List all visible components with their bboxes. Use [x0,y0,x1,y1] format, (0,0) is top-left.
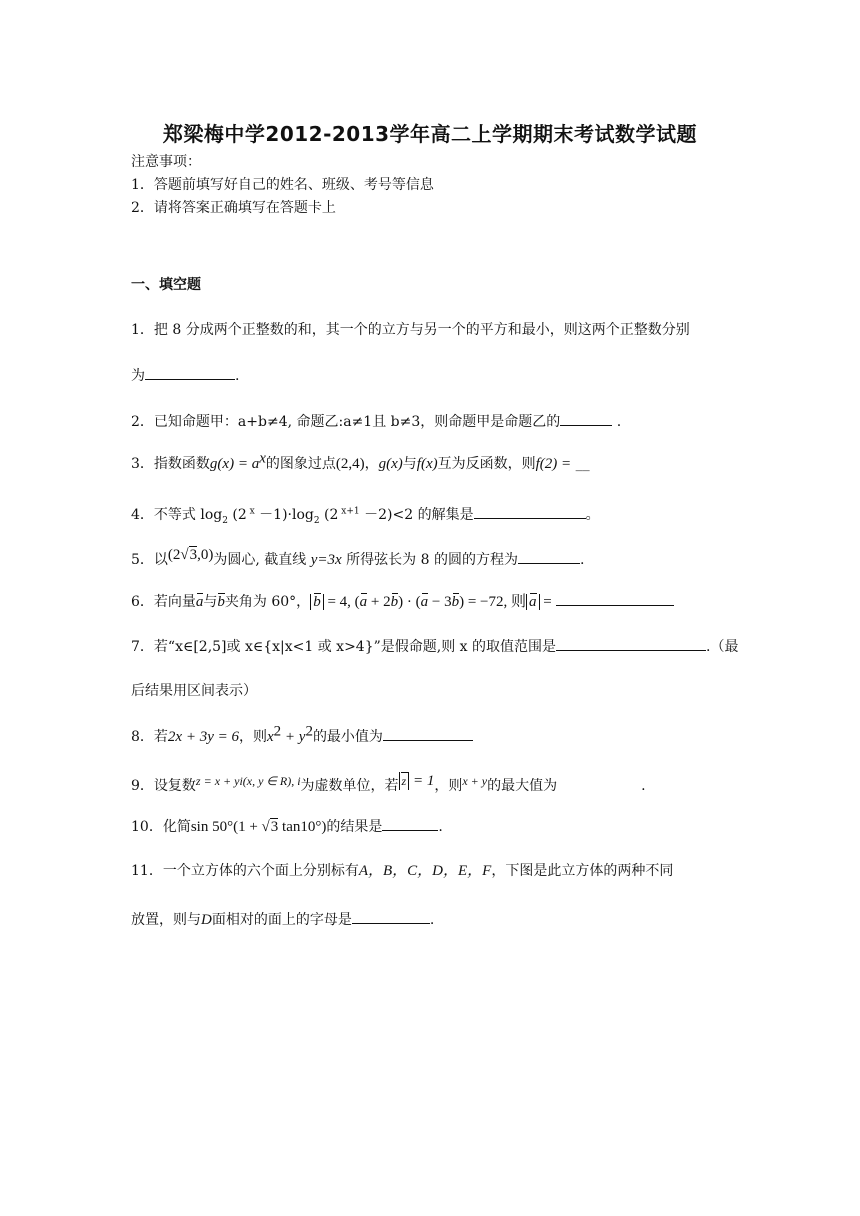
q9-eq: = 1 [409,773,435,789]
q8-text-b: ，则 [238,729,267,745]
q8-x: x [266,729,274,745]
q3-fx: f(x) [416,456,438,472]
q5-center-b: ,0) [197,547,214,563]
vector-b: b [217,594,225,610]
q3-function: g(x) = a [209,456,260,472]
answer-blank-6[interactable] [556,592,674,606]
q6-minus: − 3 [428,594,452,610]
q6-eq-c: = [539,594,552,610]
q9-modulus [399,774,435,788]
q10-sqrt-sign: √ [261,819,270,835]
q6-mult: ) · ( [398,594,421,610]
q6-abs-a-vec: a [529,594,537,610]
q6-abs-a [526,594,540,610]
q8-plus-y: + y [281,729,306,745]
q10-expr-a: sin 50°(1 + [190,819,262,835]
q3-f2: f(2) = [535,456,572,472]
q4-text-b: (2 [227,507,247,523]
q2-text-c: 1且 b [363,414,400,430]
answer-blank-10[interactable] [382,817,438,831]
q5-center-root: 3 [189,547,198,563]
q4-text-e: －2)<2 的解集是 [359,507,474,523]
note-item-1: 1．答题前填写好自己的姓名、班级、考号等信息 [131,177,434,193]
q7-text-a: 7．若“x∈[2,5]或 x∈{x|x<1 或 x>4}”是假命题,则 x 的取值范围是 [131,639,557,655]
q5-suffix: . [579,552,585,568]
q2-suffix: . [612,414,622,430]
q8-text-c: 的最小值为 [312,729,383,745]
question-11-line-1 [131,862,673,880]
q5-center-a: (2 [167,547,181,563]
question-9 [131,773,646,795]
q7-text-b: .（最 [706,639,739,655]
q3-text-b: 的图象过点 [265,456,336,472]
answer-blank-8[interactable] [383,727,473,741]
q2-text-a: 2．已知命题甲：a+b [131,414,267,430]
q10-text-b: 的结果是 [326,819,383,835]
question-5 [131,547,585,569]
section-heading: 一、填空题 [131,277,201,293]
question-7-line-1 [131,637,738,656]
notes-heading: 注意事项： [131,154,201,170]
q11-suffix: . [429,912,435,928]
q6-text-a: 6．若向量 [131,594,196,610]
q3-gx: g(x) [378,456,403,472]
q3-text-a: 3．指数函数 [131,456,210,472]
q4-text-a: 4．不等式 log [131,507,223,523]
q6-a-1: a [359,594,368,610]
q8-text-a: 8．若 [131,729,168,745]
q4-text-c: －1)·log [254,507,314,523]
q4-exp-2: x+1 [338,506,360,517]
q3-exponent: x [259,450,266,467]
q10-text-a: 10．化简 [131,819,191,835]
q10-suffix: . [438,819,443,835]
q5-text-b: 为圆心, 截直线 [213,552,311,568]
answer-blank-2[interactable] [560,412,612,426]
q2-text-d: 3，则命题甲是命题乙的 [411,414,561,430]
q6-eq-a: = 4, ( [323,594,360,610]
q5-text-a: 5．以 [131,552,168,568]
q2-text-b: 4, 命题乙:a [278,414,352,430]
question-3 [131,450,590,473]
q9-z-bar: z [399,772,410,790]
q10-expr-b: tan10°) [278,819,327,835]
q5-line-eq: y=3x [310,552,342,568]
question-8 [131,723,473,746]
sqrt-sign: √ [180,547,189,563]
q2-neq-1: ≠ [266,414,279,430]
q4-log-base-2: 2 [313,515,320,526]
q8-sup-a: 2 [273,723,282,740]
q6-text-b: 夹角为 60°， [224,594,311,610]
question-10 [131,817,443,836]
question-4 [131,505,600,524]
q6-a-2: a [420,594,429,610]
q10-root: 3 [270,819,279,835]
q3-text-c: 与 [402,456,417,472]
q1-suffix: . [235,368,240,384]
q9-complex: z = x + yi(x, y ∈ R), i [195,774,301,788]
answer-blank-5[interactable] [518,550,580,564]
note-item-2: 2．请将答案正确填写在答题卡上 [131,200,336,216]
q8-sup-b: 2 [305,723,313,740]
question-7-line-2: 后结果用区间表示） [131,683,257,699]
q5-center [168,547,213,563]
question-6 [131,592,674,611]
q3-text-d: 互为反函数，则 [437,456,536,472]
vector-a: a [195,594,204,610]
q6-b-1: b [390,594,399,610]
q9-text-d: 的最大值为 [487,778,558,794]
q8-condition: 2x + 3y = 6 [167,729,239,745]
q5-text-c: 所得弦长为 8 的圆的方程为 [341,552,518,568]
q2-neq-2: ≠ [351,414,364,430]
answer-blank-3[interactable]: __ [575,456,590,472]
question-11-line-2 [131,910,434,929]
page-title: 郑梁梅中学2012-2013学年高二上学期期末考试数学试题 [162,122,698,146]
q4-exp-1: x [246,506,255,517]
q6-and: 与 [203,594,218,610]
q3-point: (2,4) [335,456,365,472]
q6-eq-b: ) = −72, 则 [459,594,527,610]
q9-text-c: ，则 [434,778,463,794]
q6-plus: + 2 [367,594,391,610]
q11-text-c: 放置，则与 [131,912,201,928]
q9-text-b: 为虚数单位，若 [300,778,399,794]
answer-blank-4[interactable] [474,505,586,519]
question-2 [131,412,621,431]
answer-blank-1[interactable] [145,366,235,380]
q11-text-d: 面相对的面上的字母是 [211,912,352,928]
q4-text-d: (2 [319,507,339,523]
q6-abs-b [310,594,324,610]
q9-text-a: 9．设复数 [131,778,196,794]
q3-comma: ， [364,456,379,472]
q6-abs-b-vec: b [313,594,321,610]
q2-neq-3: ≠ [399,414,412,430]
q11-text-b: ，下图是此立方体的两种不同 [491,863,674,879]
question-1-line-2 [131,366,239,385]
question-1-line-1: 1．把 8 分成两个正整数的和，其一个的立方与另一个的平方和最小，则这两个正整数分别 [131,322,690,338]
q9-sum: x + y [462,774,488,788]
q11-letters: A，B，C，D，E，F [358,863,492,879]
answer-blank-7[interactable] [556,637,706,651]
q6-b-2: b [451,594,460,610]
q4-log-base-1: 2 [222,515,228,526]
q1-prefix: 为 [131,368,145,384]
q4-suffix: 。 [585,507,600,523]
q9-suffix: . [641,778,646,794]
q11-d: D [201,912,212,928]
q11-text-a: 11．一个立方体的六个面上分别标有 [131,863,359,879]
answer-blank-11[interactable] [352,910,430,924]
